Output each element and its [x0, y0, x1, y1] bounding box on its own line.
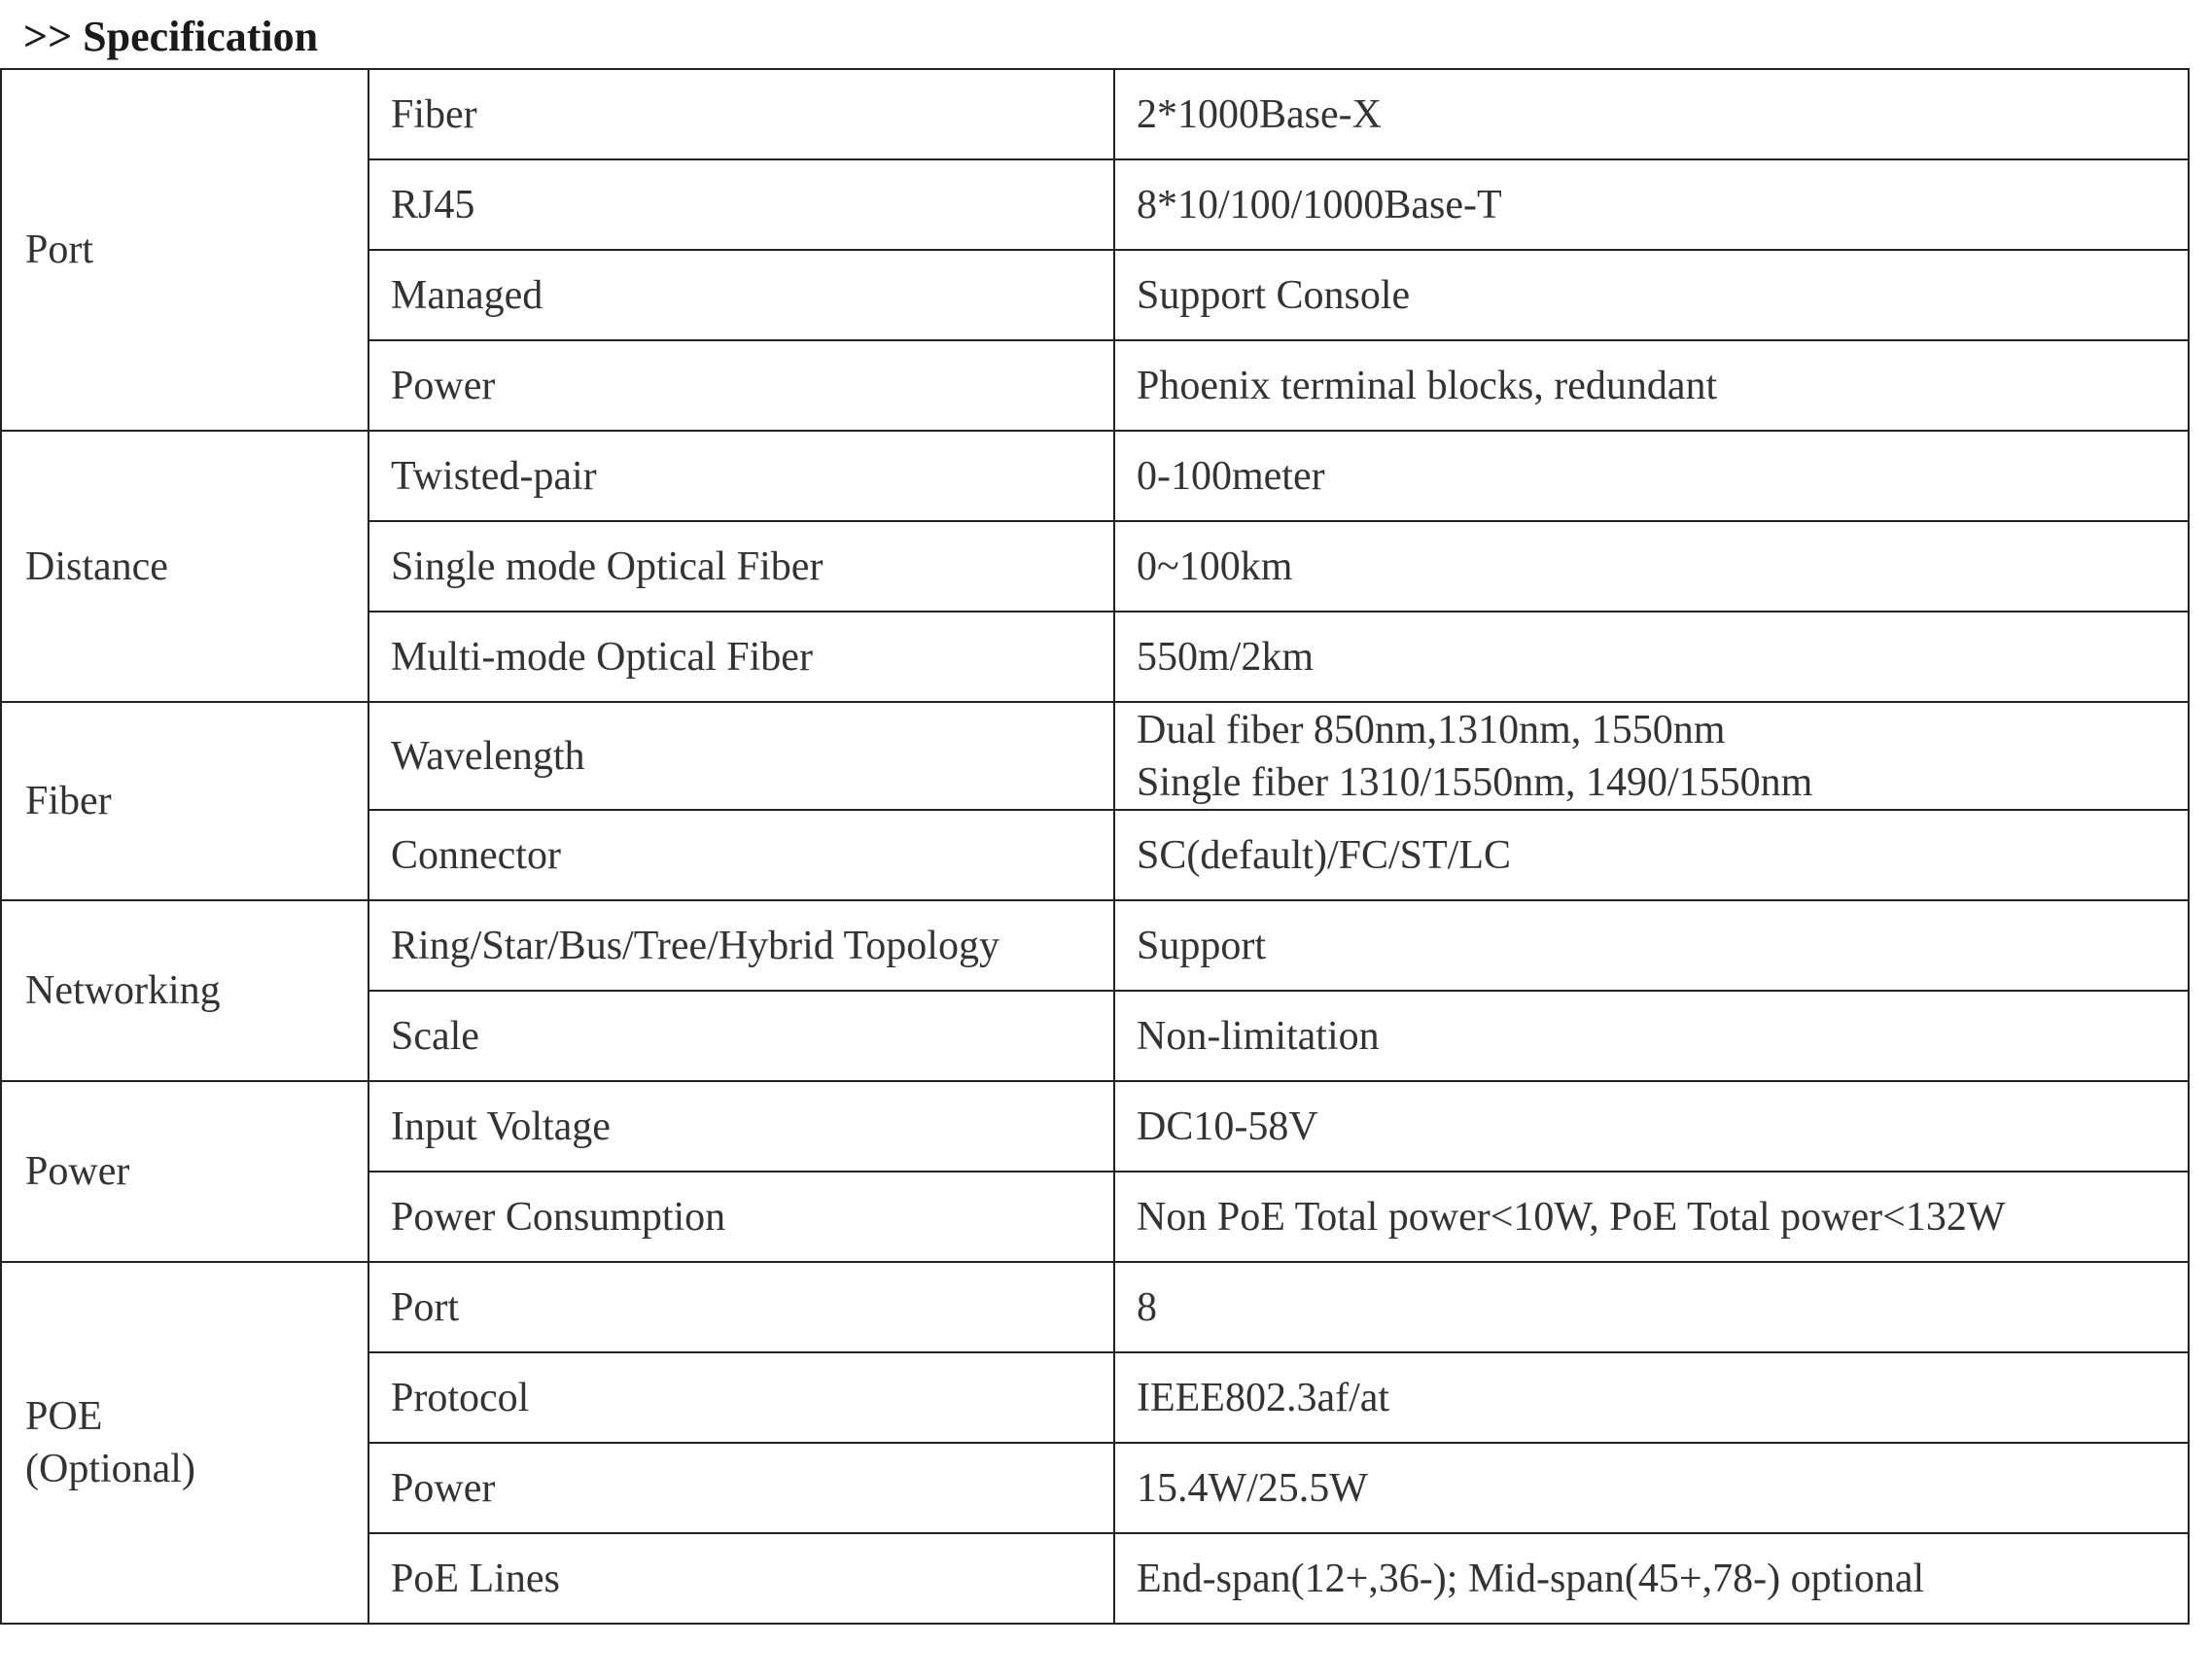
table-row	[1, 702, 2189, 810]
group-poe	[1, 1262, 368, 1624]
row-value: Support	[1114, 900, 2189, 991]
row-value: 15.4W/25.5W	[1114, 1443, 2189, 1533]
row-label: Twisted-pair	[368, 431, 1114, 521]
row-value: 2*1000Base-X	[1114, 69, 2189, 159]
table-row	[1, 431, 2189, 521]
group-networking: Networking	[1, 900, 368, 1081]
group-power: Power	[1, 1081, 368, 1262]
row-value: DC10-58V	[1114, 1081, 2189, 1172]
group-poe-line: (Optional)	[25, 1447, 195, 1491]
group-distance: Distance	[1, 431, 368, 702]
group-poe-line: POE	[25, 1394, 103, 1439]
row-label: Port	[368, 1262, 1114, 1352]
row-label: Multi-mode Optical Fiber	[368, 612, 1114, 702]
group-port: Port	[1, 69, 368, 431]
row-value: 0~100km	[1114, 521, 2189, 612]
row-label: Single mode Optical Fiber	[368, 521, 1114, 612]
row-value: 550m/2km	[1114, 612, 2189, 702]
row-label: Scale	[368, 991, 1114, 1081]
row-value: 8	[1114, 1262, 2189, 1352]
row-value: IEEE802.3af/at	[1114, 1352, 2189, 1443]
table-row	[1, 1081, 2189, 1172]
row-label: Connector	[368, 810, 1114, 900]
row-label: Input Voltage	[368, 1081, 1114, 1172]
row-value-line: Single fiber 1310/1550nm, 1490/1550nm	[1137, 759, 1813, 805]
specification-table	[0, 68, 2190, 1625]
row-value	[1114, 702, 2189, 810]
row-value: Non-limitation	[1114, 991, 2189, 1081]
table-row	[1, 1262, 2189, 1352]
row-value: Support Console	[1114, 250, 2189, 340]
row-label: Protocol	[368, 1352, 1114, 1443]
row-label: PoE Lines	[368, 1533, 1114, 1624]
row-value: End-span(12+,36-); Mid-span(45+,78-) optional	[1114, 1533, 2189, 1624]
row-label: Power Consumption	[368, 1172, 1114, 1262]
row-value: Phoenix terminal blocks, redundant	[1114, 340, 2189, 431]
row-value: Non PoE Total power<10W, PoE Total power<132W	[1114, 1172, 2189, 1262]
table-row	[1, 900, 2189, 991]
row-label: Managed	[368, 250, 1114, 340]
row-value-line: Dual fiber 850nm,1310nm, 1550nm	[1137, 707, 1726, 752]
row-value: SC(default)/FC/ST/LC	[1114, 810, 2189, 900]
table-row	[1, 69, 2189, 159]
row-value: 0-100meter	[1114, 431, 2189, 521]
row-label: Power	[368, 340, 1114, 431]
row-label: Fiber	[368, 69, 1114, 159]
row-value: 8*10/100/1000Base-T	[1114, 159, 2189, 250]
row-label: Wavelength	[368, 702, 1114, 810]
group-fiber: Fiber	[1, 702, 368, 900]
section-heading: >> Specification	[23, 13, 319, 60]
row-label: Ring/Star/Bus/Tree/Hybrid Topology	[368, 900, 1114, 991]
row-label: RJ45	[368, 159, 1114, 250]
row-label: Power	[368, 1443, 1114, 1533]
